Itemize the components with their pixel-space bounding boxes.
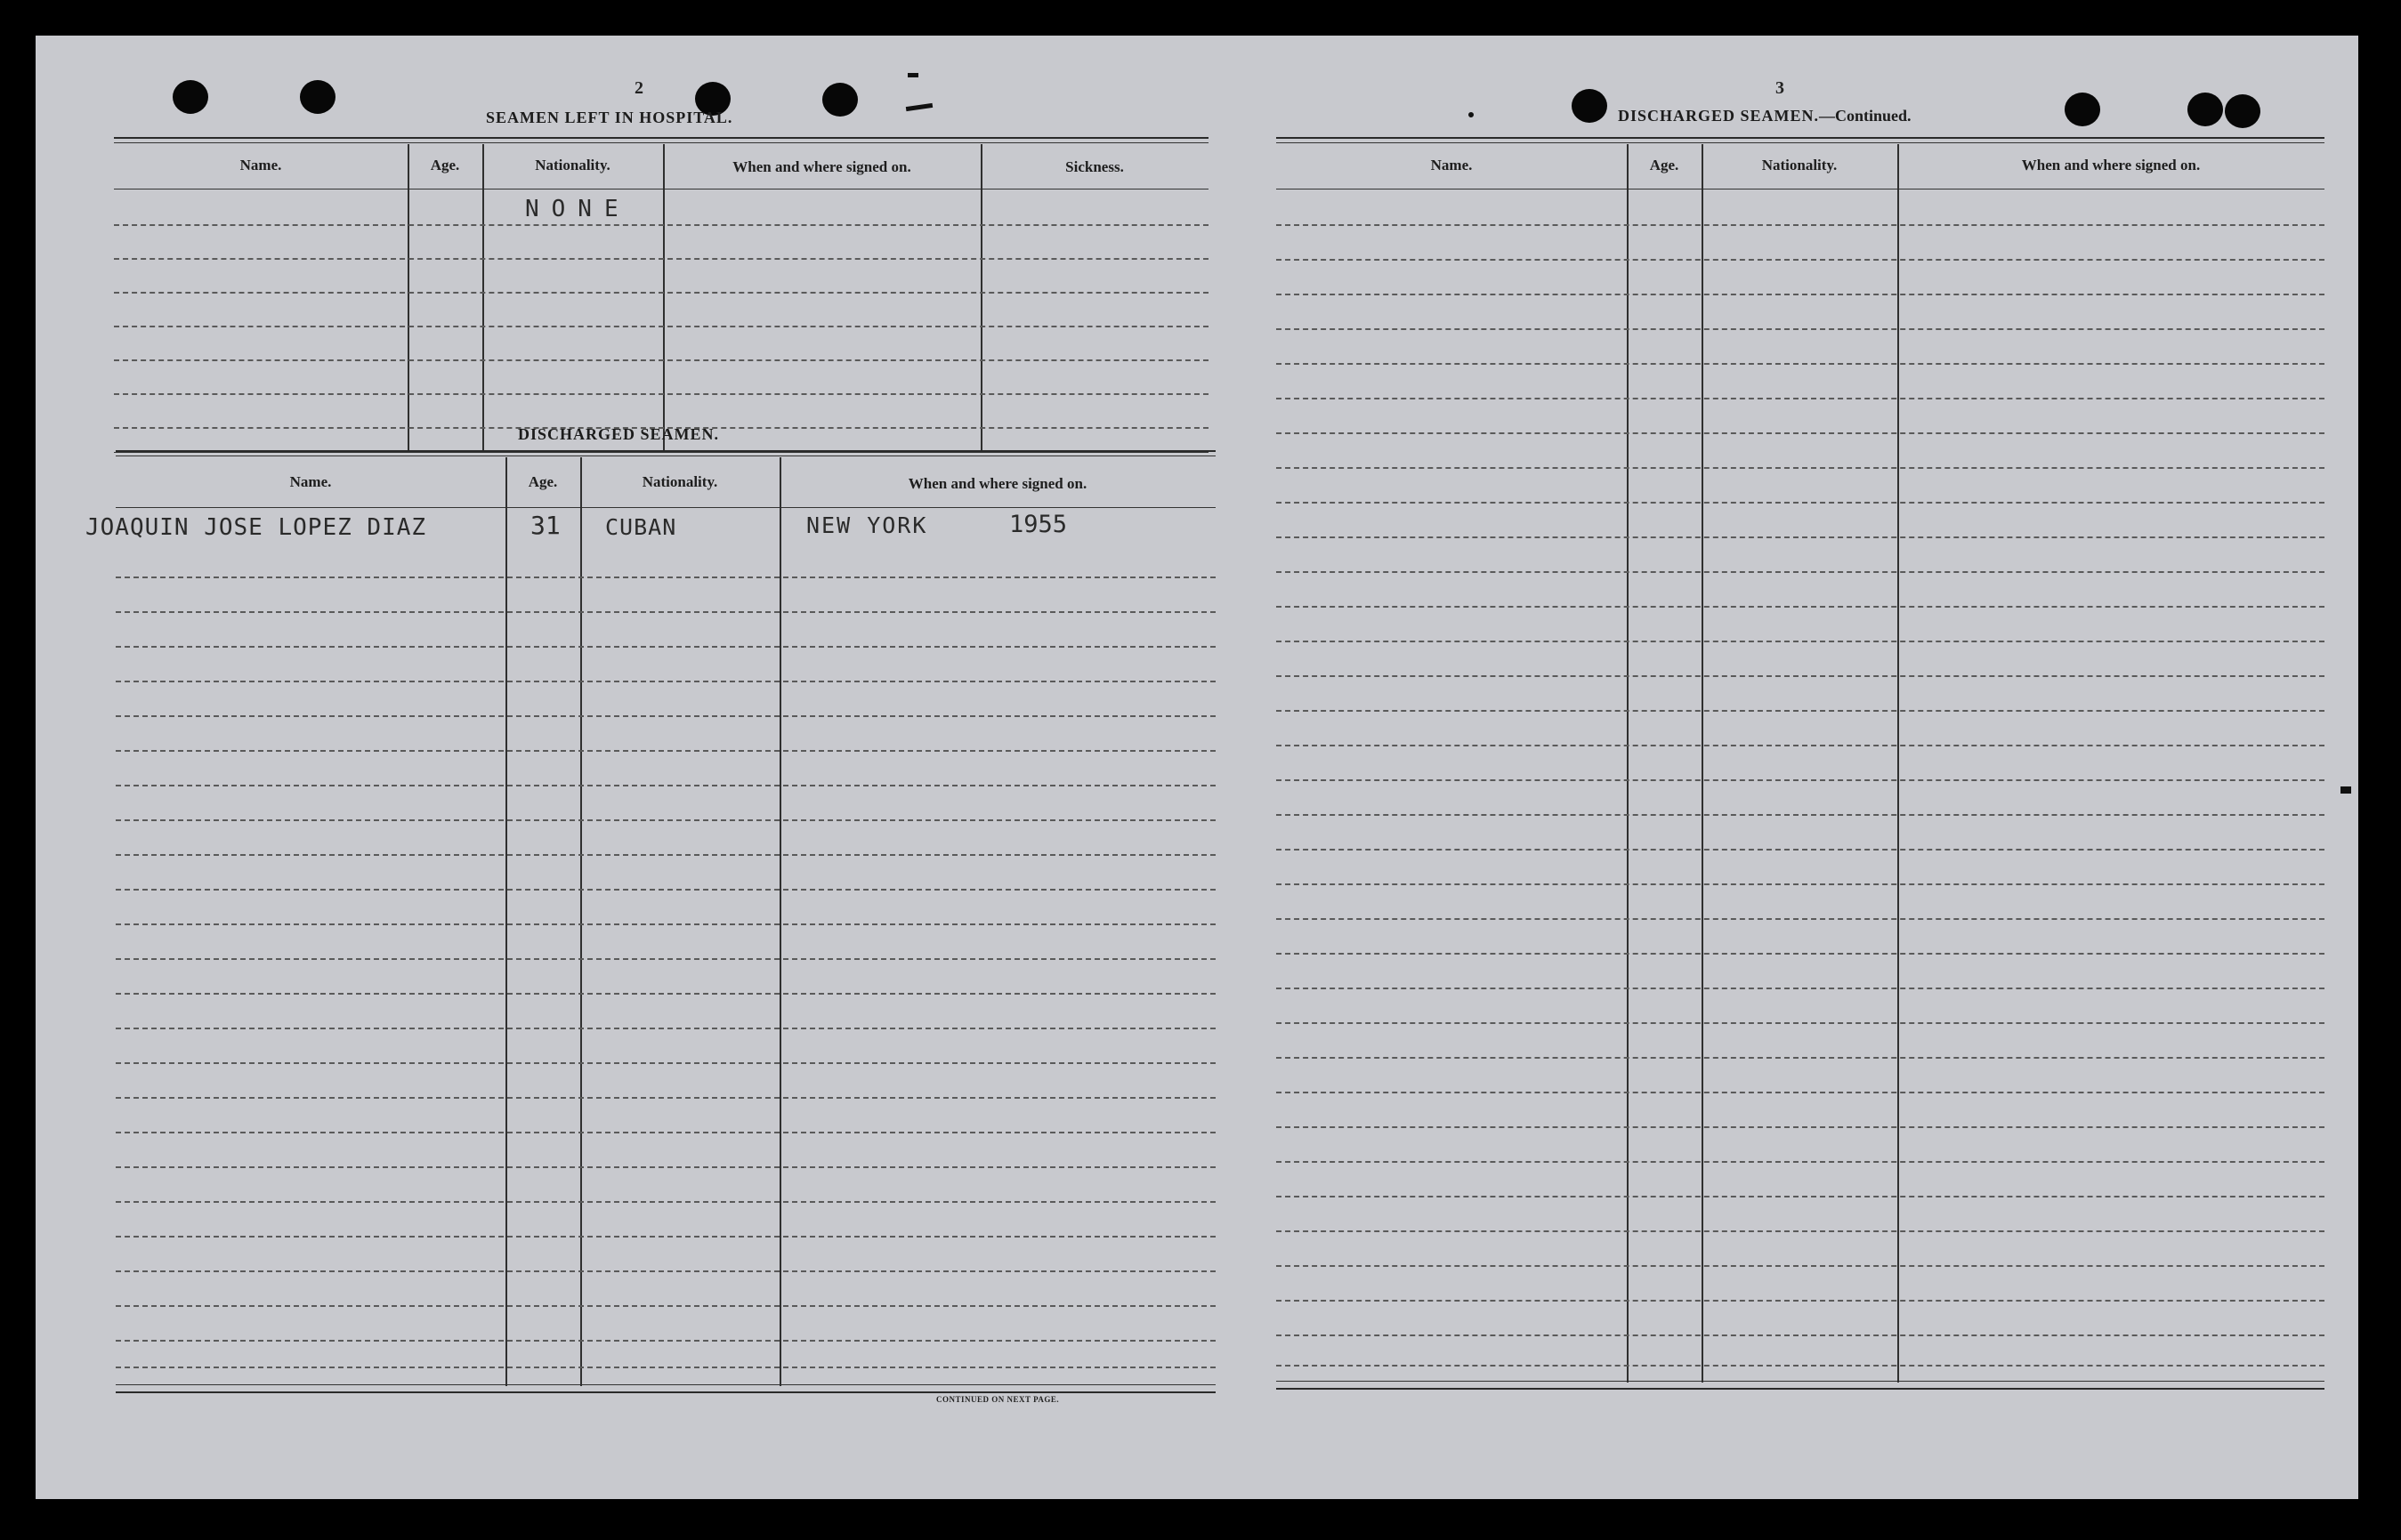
discharged-table-right [1276,137,2324,1388]
col-age: Age. [1649,157,1679,173]
ink-mark [908,73,918,77]
ink-mark [1468,112,1474,117]
seaman-age: 31 [530,511,561,540]
page-number-left: 2 [635,78,643,98]
hospital-table [114,137,1209,459]
col-nationality: Nationality. [535,157,610,173]
col-sickness: Sickness. [1065,158,1124,175]
discharged-section-title: DISCHARGED SEAMEN. [518,425,720,443]
page-number-right: 3 [1775,78,1784,98]
ink-mark [906,103,933,111]
continued-footer: CONTINUED ON NEXT PAGE. [936,1395,1060,1404]
hospital-none-entry: NONE [525,196,631,222]
punch-hole [173,80,208,114]
seaman-signed-place: NEW YORK [806,512,928,538]
punch-hole [300,80,335,114]
col-when-where: When and where signed on. [908,475,1087,492]
col-name: Name. [1430,157,1473,173]
seaman-signed-year: 1955 [1009,511,1068,538]
col-when-where: When and where signed on. [2021,157,2201,173]
seaman-name: JOAQUIN JOSE LOPEZ DIAZ [85,514,427,541]
col-nationality: Nationality. [1761,157,1838,173]
hospital-section-title: SEAMEN LEFT IN HOSPITAL. [486,109,733,126]
punch-hole [2225,94,2260,128]
discharged-continued-title [1618,107,1912,125]
col-name: Name. [239,157,282,173]
col-nationality: Nationality. [642,473,718,490]
seaman-nationality: CUBAN [605,514,677,540]
col-age: Age. [430,157,460,173]
col-age: Age. [528,473,558,490]
title-main: DISCHARGED SEAMEN. [1618,107,1820,125]
title-continued: —Continued. [1819,107,1912,125]
col-name: Name. [289,473,332,490]
punch-hole [2065,93,2100,126]
punch-hole [1572,89,1607,123]
punch-hole [2187,93,2223,126]
document-page [36,36,2358,1499]
discharged-table-left [85,450,1216,1391]
punch-hole [822,83,858,117]
col-when-where: When and where signed on. [732,158,911,175]
ink-mark [2340,786,2351,794]
